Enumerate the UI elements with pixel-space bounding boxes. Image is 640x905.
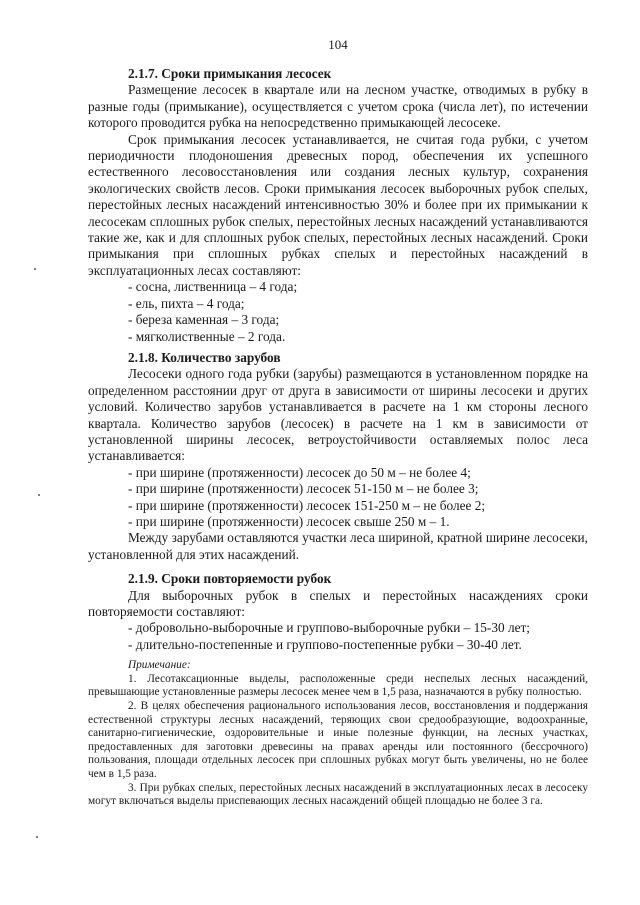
list-item: - ель, пихта – 4 года; [128, 295, 245, 311]
notes-block [88, 659, 588, 809]
section-heading: 2.1.8. Количество зарубов [128, 349, 281, 365]
paragraph: Для выборочных рубок в спелых и перестойных насаждениях сроки повторяемости составляют: [88, 587, 588, 619]
paragraph: Лесосеки одного года рубки (зарубы) размещаются в установленном порядке на определенном расстоянии друг от друга в зависимости от ширины лесосеки и других условий. Количество зарубов устанавливается в расчете на 1 км стороны лесного квартала. Количество зарубов (лесосек) в расчете на 1 км в зависимости от установленной ширины лесосек, ветроустойчивости оставляемых полос леса устанавливается: [88, 366, 588, 464]
adjacency-terms-list [88, 279, 588, 345]
notes-title: Примечание: [128, 659, 191, 672]
scan-speck [34, 268, 36, 270]
list-item: - при ширине (протяженности) лесосек 151-250 м – не более 2; [128, 497, 486, 513]
paragraph: Размещение лесосек в квартале или на лесном участке, отводимых в рубку в разные годы (примыкание), осуществляется с учетом срока (числа лет), по истечении которого проводится рубка на непосредственно примыкающей лесосеке. [88, 82, 588, 131]
list-item: - при ширине (протяженности) лесосек 51-150 м – не более 3; [128, 481, 479, 497]
repeat-terms-list [88, 620, 588, 653]
list-item: - береза каменная – 3 года; [128, 312, 280, 328]
list-item: - при ширине (протяженности) лесосек до 50 м – не более 4; [128, 464, 471, 480]
section-2-1-9 [88, 571, 588, 653]
note-item: 2. В целях обеспечения рационального использования лесов, восстановления и поддержания естественной структуры лесных насаждений, теряющих свои средообразующие, водоохранные, санитарно-гигиенические, оздоровительные и иные полезные функции, на лесных участках, предоставленных для заготовки древесины на правах аренды или постоянного (бессрочного) пользования, площади отдельных лесосек при сплошных рубках могут быть увеличены, но не более чем в 1,5 раза. [88, 700, 588, 780]
section-heading: 2.1.7. Сроки примыкания лесосек [128, 66, 332, 81]
list-item: - длительно-постепенные и группово-постепенные рубки – 30-40 лет. [128, 636, 522, 652]
paragraph: Срок примыкания лесосек устанавливается, не считая года рубки, с учетом периодичности плодоношения древесных пород, обеспечения их успешного естественного лесовосстановления или создания лесных культур, сохранения экологических свойств лесов. Сроки примыкания лесосек выборочных рубок спелых, перестойных лесных насаждений интенсивностью 30% и более при их примыкании к лесосекам сплошных рубок спелых, перестойных лесных насаждений устанавливаются такие же, как и для сплошных рубок спелых, перестойных лесных насаждений. Сроки примыкания при сплошных рубках спелых и перестойных насаждений в эксплуатационных лесах составляют: [88, 131, 588, 278]
list-item: - мягколиственные – 2 года. [128, 328, 286, 344]
scan-speck [38, 494, 40, 496]
list-item: - добровольно-выборочные и группово-выборочные рубки – 15-30 лет; [128, 620, 530, 636]
note-item: 3. При рубках спелых, перестойных лесных насаждений в эксплуатационных лесах в лесосеку могут включаться выделы приспевающих лесных насаждений общей площадью не более 3 га. [88, 781, 588, 808]
paragraph: Между зарубами оставляются участки леса шириной, кратной ширине лесосеки, установленной для этих насаждений. [88, 530, 588, 562]
cut-count-list [88, 465, 588, 531]
section-2-1-7 [88, 66, 588, 345]
list-item: - при ширине (протяженности) лесосек свыше 250 м – 1. [128, 513, 450, 529]
section-2-1-8 [88, 350, 588, 563]
page-number: 104 [328, 37, 348, 52]
page-content [88, 66, 588, 809]
list-item: - сосна, лиственница – 4 года; [128, 279, 298, 295]
scan-speck [36, 836, 38, 838]
note-item: 1. Лесотаксационные выделы, расположенные среди неспелых лесных насаждений, превышающие установленные размеры лесосек менее чем в 1,5 раза, назначаются в рубку полностью. [88, 672, 588, 699]
section-heading: 2.1.9. Сроки повторяемости рубок [128, 571, 332, 587]
